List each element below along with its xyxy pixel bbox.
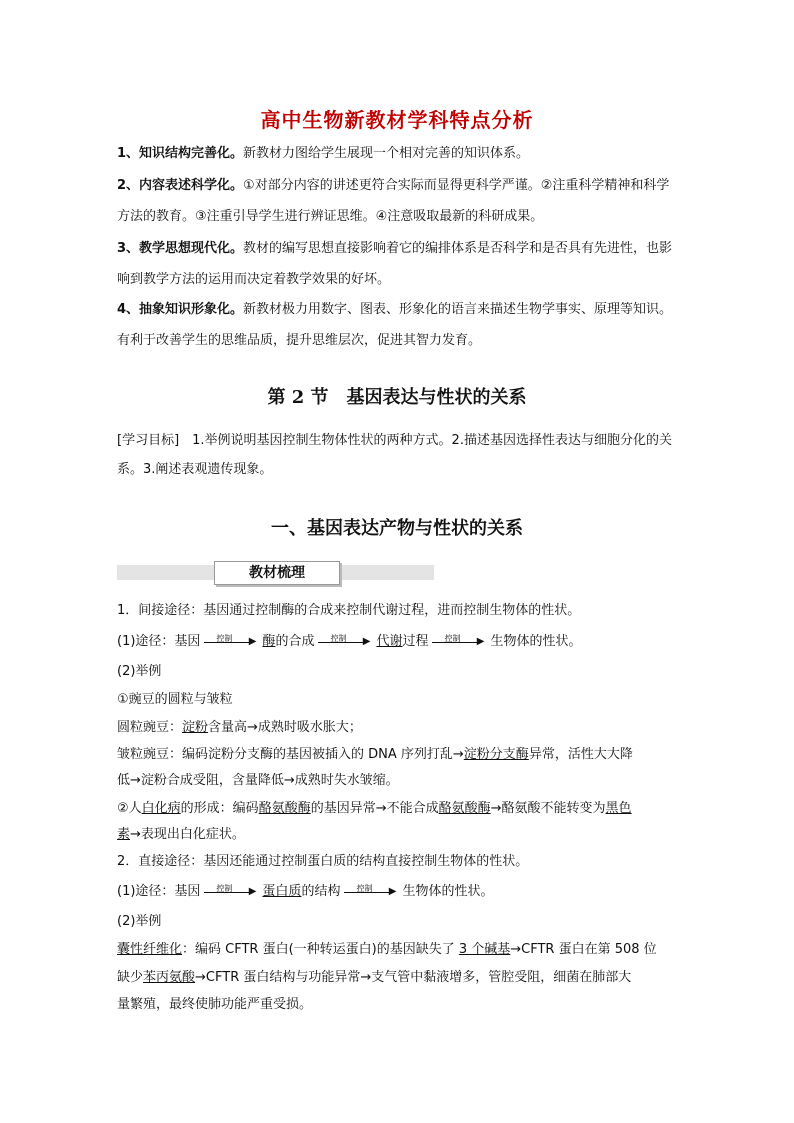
text-line: 皱粒豌豆：编码淀粉分支酶的基因被插入的 DNA 序列打乱→淀粉分支酶异常，活性大大降 xyxy=(117,747,633,762)
control-arrow: 控制 ▶ xyxy=(344,885,398,899)
blank-answer: 淀粉 xyxy=(182,720,209,735)
control-arrow: 控制 ▶ xyxy=(432,635,486,649)
intro-item-text: 新教材力图给学生展现一个相对完善的知识体系。 xyxy=(243,146,530,161)
text-line: ②人白化病的形成：编码酪氨酸酶的基因异常→不能合成酪氨酸酶→酪氨酸不能转变为黑色 xyxy=(117,801,632,816)
part-title: 一、基因表达产物与性状的关系 xyxy=(271,518,523,539)
intro-item-text: ①对部分内容的讲述更符合实际而显得更科学严谨。②注重科学精神和科学方法的教育。③注重引导学生进行辨证思维。④注意吸取最新的科研成果。 xyxy=(117,178,670,224)
blank-answer: 酶 xyxy=(262,634,276,649)
text-line: 量繁殖，最终使肺功能严重受损。 xyxy=(117,997,313,1012)
text-line: 缺少苯丙氨酸→CFTR 蛋白结构与功能异常→支气管中黏液增多，管腔受阻，细菌在肺部大 xyxy=(117,970,632,985)
section-title: 第 2 节 基因表达与性状的关系 xyxy=(267,387,527,408)
document-title: 高中生物新教材学科特点分析 xyxy=(260,108,534,132)
intro-item-head: 4、抽象知识形象化。 xyxy=(117,302,244,317)
text-line: 2．直接途径：基因还能通过控制蛋白质的结构直接控制生物体的性状。 xyxy=(117,854,529,869)
intro-item-head: 1、知识结构完善化。 xyxy=(117,146,244,161)
control-arrow: 控制 ▶ xyxy=(204,635,258,649)
blank-answer: 酪氨酸酶 xyxy=(258,801,311,816)
intro-item-text: 教材的编写思想直接影响着它的编排体系是否科学和是否具有先进性，也影响到教学方法的运用而决定着教学效果的好坏。 xyxy=(117,241,673,287)
intro-item-head: 2、内容表述科学化。 xyxy=(117,178,244,193)
blank-answer: 黑色 xyxy=(605,801,632,816)
blank-answer: 蛋白质 xyxy=(262,884,302,899)
blank-answer: 囊性纤维化 xyxy=(117,942,183,957)
blank-answer: 代谢 xyxy=(376,634,403,649)
blank-answer: 苯丙氨酸 xyxy=(143,970,196,985)
text-line: 囊性纤维化：编码 CFTR 蛋白(一种转运蛋白)的基因缺失了 3 个碱基→CFTR 蛋白在第 508 位 xyxy=(117,942,657,957)
text-line: 1．间接途径：基因通过控制酶的合成来控制代谢过程，进而控制生物体的性状。 xyxy=(117,603,581,618)
intro-item-1 xyxy=(117,138,679,169)
blank-answer: 酪氨酸酶 xyxy=(438,801,491,816)
text-line: (2)举例 xyxy=(117,664,162,679)
text-line: (2)举例 xyxy=(117,914,162,929)
intro-item-head: 3、教学思想现代化。 xyxy=(117,241,244,256)
text-line: 素→表现出白化症状。 xyxy=(117,827,245,842)
intro-item-2 xyxy=(117,170,679,232)
text-line: 圆粒豌豆：淀粉含量高→成熟时吸水胀大； xyxy=(117,720,362,735)
control-arrow: 控制 ▶ xyxy=(204,885,258,899)
text-line: 低→淀粉合成受阻，含量降低→成熟时失水皱缩。 xyxy=(117,773,399,788)
pathway-line-2: (1)途径：基因 控制 ▶ 蛋白质的结构 控制 ▶ 生物体的性状。 xyxy=(117,883,494,899)
blank-answer: 3 个碱基 xyxy=(458,942,511,957)
learning-objectives: [学习目标] 1.举例说明基因控制生物体性状的两种方式。2.描述基因选择性表达与细胞分化的关系。3.阐述表观遗传现象。 xyxy=(117,433,672,477)
intro-item-3 xyxy=(117,233,679,295)
control-arrow: 控制 ▶ xyxy=(318,635,372,649)
blank-answer: 素 xyxy=(117,827,131,842)
pathway-line-1: (1)途径：基因 控制 ▶ 酶的合成 控制 ▶ 代谢过程 控制 ▶ 生物体的性状。 xyxy=(117,633,582,649)
text-line: ①豌豆的圆粒与皱粒 xyxy=(117,692,233,707)
blank-answer: 淀粉分支酶 xyxy=(463,747,529,762)
intro-item-text: 新教材极力用数字、图表、形象化的语言来描述生物学事实、原理等知识。有利于改善学生的思维品质，提升思维层次，促进其智力发育。 xyxy=(117,302,673,348)
intro-item-4 xyxy=(117,294,679,356)
blank-answer: 白化病 xyxy=(141,801,181,816)
section-tag: 教材梳理 xyxy=(214,561,340,585)
